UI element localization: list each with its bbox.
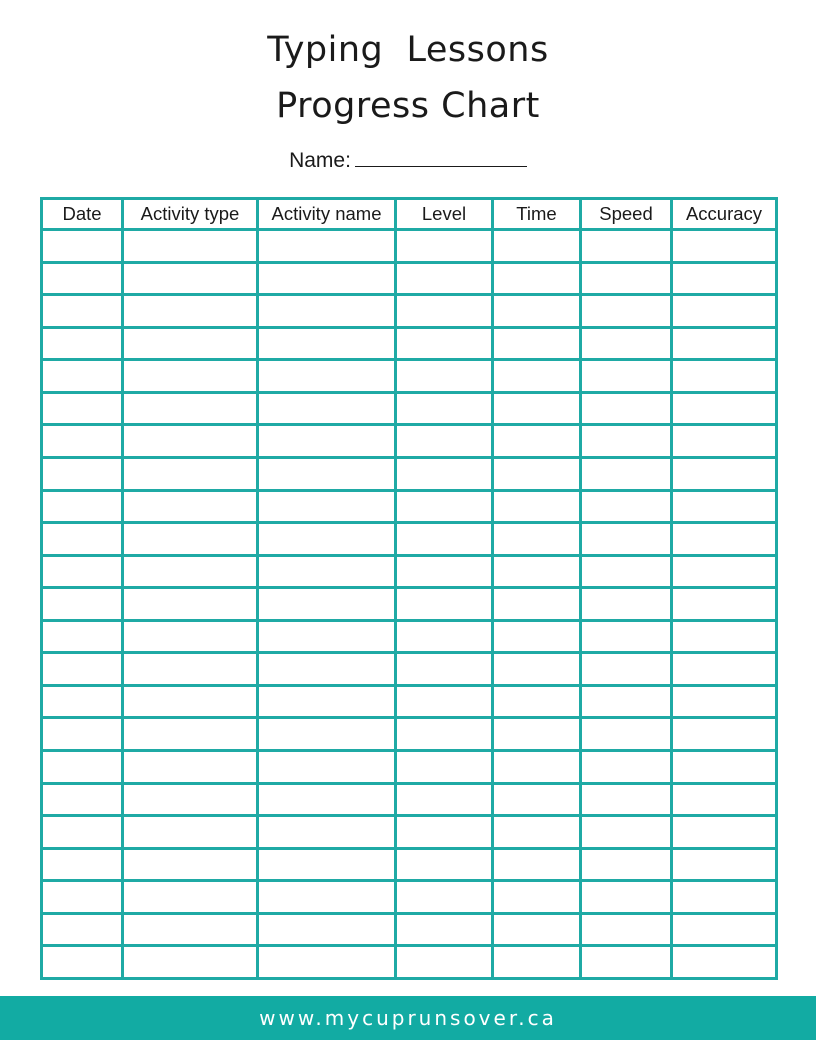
table-cell[interactable] [672, 620, 777, 653]
table-cell[interactable] [672, 718, 777, 751]
name-label: Name: [289, 149, 351, 172]
table-cell[interactable] [581, 523, 672, 556]
footer-url[interactable]: www.mycuprunsover.ca [259, 1006, 557, 1030]
table-cell[interactable] [123, 913, 258, 946]
table-cell[interactable] [42, 392, 123, 425]
table-cell[interactable] [493, 262, 581, 295]
table-cell[interactable] [672, 588, 777, 621]
table-cell[interactable] [42, 620, 123, 653]
table-cell[interactable] [258, 751, 396, 784]
table-cell[interactable] [493, 718, 581, 751]
table-row [42, 555, 777, 588]
name-row [0, 146, 816, 175]
table-row [42, 295, 777, 328]
table-cell[interactable] [493, 392, 581, 425]
table-cell[interactable] [258, 685, 396, 718]
table-cell[interactable] [493, 783, 581, 816]
table-cell[interactable] [581, 848, 672, 881]
table-row [42, 751, 777, 784]
table-row [42, 360, 777, 393]
table-cell[interactable] [396, 230, 493, 263]
table-cell[interactable] [396, 946, 493, 979]
table-cell[interactable] [493, 816, 581, 849]
table-cell[interactable] [672, 360, 777, 393]
table-cell[interactable] [123, 555, 258, 588]
table-cell[interactable] [672, 490, 777, 523]
table-cell[interactable] [396, 392, 493, 425]
table-cell[interactable] [42, 555, 123, 588]
table-cell[interactable] [396, 653, 493, 686]
table-cell[interactable] [258, 783, 396, 816]
table-cell[interactable] [258, 555, 396, 588]
table-row [42, 913, 777, 946]
table-row [42, 588, 777, 621]
table-cell[interactable] [396, 848, 493, 881]
table-cell[interactable] [258, 718, 396, 751]
table-cell[interactable] [42, 262, 123, 295]
table-cell[interactable] [42, 718, 123, 751]
table-cell[interactable] [258, 262, 396, 295]
table-cell[interactable] [42, 946, 123, 979]
table-cell[interactable] [258, 360, 396, 393]
table-cell[interactable] [123, 262, 258, 295]
table-cell[interactable] [493, 848, 581, 881]
table-cell[interactable] [123, 327, 258, 360]
table-cell[interactable] [672, 230, 777, 263]
table-cell[interactable] [396, 816, 493, 849]
table-cell[interactable] [581, 881, 672, 914]
table-cell[interactable] [42, 783, 123, 816]
table-cell[interactable] [672, 555, 777, 588]
column-header: Activity name [258, 199, 396, 230]
table-cell[interactable] [493, 327, 581, 360]
table-cell[interactable] [258, 230, 396, 263]
table-cell[interactable] [42, 457, 123, 490]
table-cell[interactable] [123, 490, 258, 523]
table-cell[interactable] [42, 295, 123, 328]
table-cell[interactable] [396, 783, 493, 816]
table-cell[interactable] [258, 295, 396, 328]
table-cell[interactable] [123, 751, 258, 784]
table-cell[interactable] [396, 523, 493, 556]
table-cell[interactable] [672, 913, 777, 946]
table-cell[interactable] [396, 360, 493, 393]
table-cell[interactable] [493, 653, 581, 686]
column-header: Date [42, 199, 123, 230]
table-cell[interactable] [123, 425, 258, 458]
table-cell[interactable] [123, 457, 258, 490]
table-row [42, 653, 777, 686]
table-cell[interactable] [581, 392, 672, 425]
footer-bar [0, 996, 816, 1040]
table-cell[interactable] [672, 523, 777, 556]
table-cell[interactable] [581, 327, 672, 360]
table-cell[interactable] [493, 946, 581, 979]
table-cell[interactable] [258, 588, 396, 621]
table-cell[interactable] [672, 816, 777, 849]
table-cell[interactable] [493, 425, 581, 458]
table-cell[interactable] [258, 848, 396, 881]
table-cell[interactable] [123, 295, 258, 328]
table-cell[interactable] [123, 230, 258, 263]
table-cell[interactable] [42, 816, 123, 849]
table-cell[interactable] [581, 620, 672, 653]
table-cell[interactable] [396, 620, 493, 653]
table-cell[interactable] [672, 425, 777, 458]
table-cell[interactable] [258, 425, 396, 458]
table-cell[interactable] [581, 653, 672, 686]
table-row [42, 457, 777, 490]
table-cell[interactable] [581, 913, 672, 946]
table-cell[interactable] [258, 881, 396, 914]
table-cell[interactable] [672, 262, 777, 295]
column-header: Speed [581, 199, 672, 230]
table-cell[interactable] [258, 816, 396, 849]
table-cell[interactable] [672, 751, 777, 784]
table-cell[interactable] [396, 881, 493, 914]
table-row [42, 490, 777, 523]
table-cell[interactable] [672, 685, 777, 718]
table-cell[interactable] [493, 230, 581, 263]
table-header-row [42, 199, 777, 230]
column-header: Accuracy [672, 199, 777, 230]
table-cell[interactable] [672, 295, 777, 328]
table-cell[interactable] [672, 653, 777, 686]
table-cell[interactable] [581, 457, 672, 490]
table-cell[interactable] [258, 327, 396, 360]
table-cell[interactable] [258, 620, 396, 653]
table-cell[interactable] [123, 620, 258, 653]
table-cell[interactable] [493, 555, 581, 588]
table-cell[interactable] [581, 230, 672, 263]
table-cell[interactable] [396, 555, 493, 588]
table-cell[interactable] [396, 262, 493, 295]
table-cell[interactable] [493, 490, 581, 523]
table-cell[interactable] [123, 718, 258, 751]
page-title-line-2: Progress Chart [276, 86, 540, 126]
table-cell[interactable] [672, 457, 777, 490]
table-cell[interactable] [493, 913, 581, 946]
table-cell[interactable] [493, 457, 581, 490]
table-cell[interactable] [581, 262, 672, 295]
name-blank-line[interactable] [355, 146, 527, 167]
table-row [42, 946, 777, 979]
table-cell[interactable] [672, 848, 777, 881]
table-cell[interactable] [581, 490, 672, 523]
table-cell[interactable] [42, 848, 123, 881]
table-cell[interactable] [123, 523, 258, 556]
table-cell[interactable] [42, 588, 123, 621]
table-row [42, 392, 777, 425]
table-cell[interactable] [123, 881, 258, 914]
table-row [42, 620, 777, 653]
table-cell[interactable] [581, 816, 672, 849]
table-cell[interactable] [581, 360, 672, 393]
table-cell[interactable] [258, 523, 396, 556]
table-cell[interactable] [42, 523, 123, 556]
table-cell[interactable] [581, 555, 672, 588]
table-cell[interactable] [396, 913, 493, 946]
column-header: Level [396, 199, 493, 230]
table-cell[interactable] [258, 457, 396, 490]
table-row [42, 718, 777, 751]
table-cell[interactable] [42, 881, 123, 914]
table-body [42, 230, 777, 979]
table-row [42, 262, 777, 295]
table-cell[interactable] [581, 946, 672, 979]
table-cell[interactable] [672, 327, 777, 360]
table-cell[interactable] [581, 588, 672, 621]
table-cell[interactable] [493, 588, 581, 621]
table-cell[interactable] [581, 425, 672, 458]
table-cell[interactable] [396, 685, 493, 718]
table-cell[interactable] [123, 816, 258, 849]
table-cell[interactable] [396, 751, 493, 784]
table-cell[interactable] [123, 360, 258, 393]
table-cell[interactable] [493, 523, 581, 556]
table-row [42, 523, 777, 556]
table-row [42, 425, 777, 458]
table-cell[interactable] [581, 783, 672, 816]
table-cell[interactable] [672, 946, 777, 979]
table-cell[interactable] [42, 751, 123, 784]
table-cell[interactable] [123, 946, 258, 979]
table-cell[interactable] [123, 783, 258, 816]
table-cell[interactable] [396, 457, 493, 490]
table-cell[interactable] [493, 751, 581, 784]
table-cell[interactable] [493, 360, 581, 393]
table-cell[interactable] [258, 392, 396, 425]
table-cell[interactable] [672, 783, 777, 816]
table-cell[interactable] [396, 490, 493, 523]
table-cell[interactable] [581, 751, 672, 784]
table-cell[interactable] [396, 718, 493, 751]
table-cell[interactable] [493, 881, 581, 914]
table-cell[interactable] [493, 295, 581, 328]
table-cell[interactable] [123, 685, 258, 718]
table-cell[interactable] [396, 425, 493, 458]
table-row [42, 327, 777, 360]
table-row [42, 230, 777, 263]
table-cell[interactable] [258, 913, 396, 946]
progress-table [40, 197, 778, 980]
table-cell[interactable] [672, 392, 777, 425]
table-row [42, 783, 777, 816]
table-cell[interactable] [42, 230, 123, 263]
table-cell[interactable] [42, 653, 123, 686]
table-cell[interactable] [42, 425, 123, 458]
table-cell[interactable] [258, 490, 396, 523]
table-cell[interactable] [42, 490, 123, 523]
column-header: Activity type [123, 199, 258, 230]
table-row [42, 848, 777, 881]
table-cell[interactable] [123, 848, 258, 881]
table-cell[interactable] [123, 653, 258, 686]
table-row [42, 816, 777, 849]
table-cell[interactable] [258, 653, 396, 686]
table-row [42, 881, 777, 914]
table-cell[interactable] [672, 881, 777, 914]
table-cell[interactable] [42, 685, 123, 718]
table-cell[interactable] [396, 588, 493, 621]
table-row [42, 685, 777, 718]
table-cell[interactable] [258, 946, 396, 979]
table-cell[interactable] [493, 620, 581, 653]
table-cell[interactable] [42, 327, 123, 360]
table-cell[interactable] [396, 295, 493, 328]
column-header: Time [493, 199, 581, 230]
table-cell[interactable] [123, 392, 258, 425]
page-title-line-1: Typing Lessons [267, 30, 549, 70]
table-cell[interactable] [581, 295, 672, 328]
table-cell[interactable] [123, 588, 258, 621]
table-cell[interactable] [581, 718, 672, 751]
table-cell[interactable] [42, 360, 123, 393]
table-cell[interactable] [493, 685, 581, 718]
table-cell[interactable] [581, 685, 672, 718]
table-cell[interactable] [396, 327, 493, 360]
table-cell[interactable] [42, 913, 123, 946]
